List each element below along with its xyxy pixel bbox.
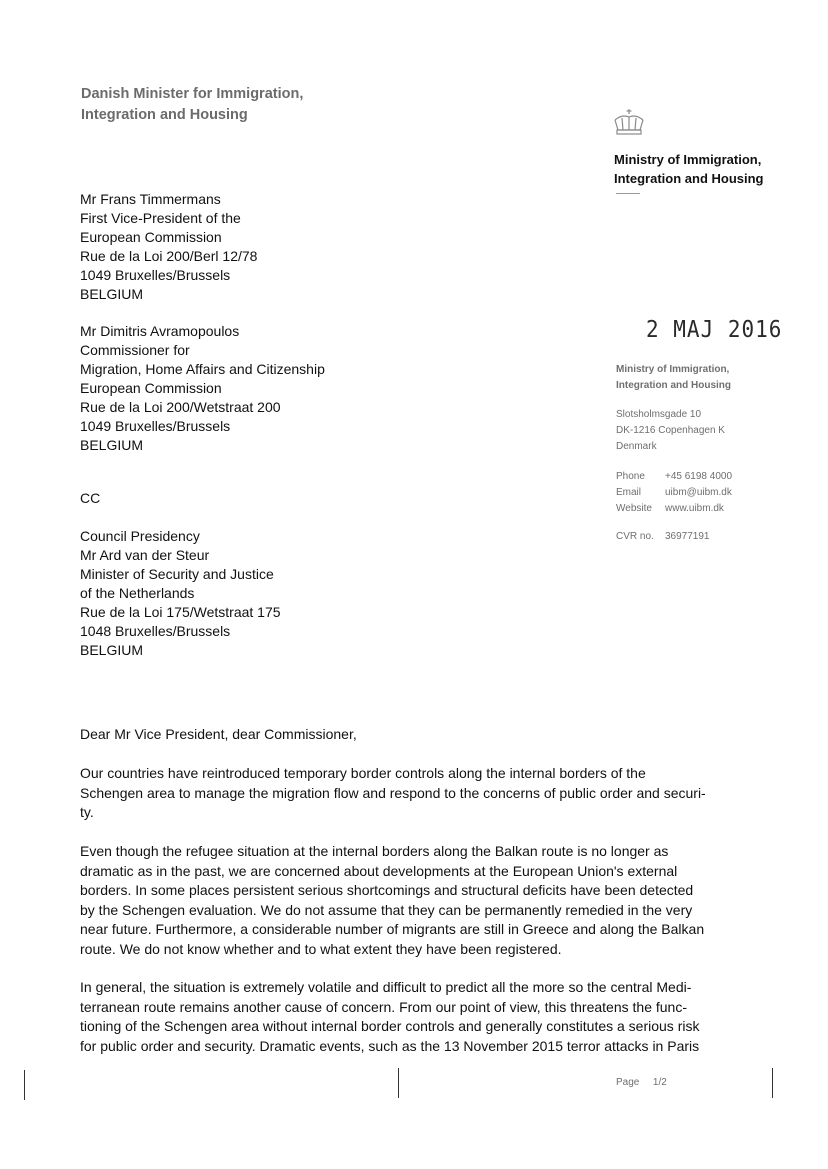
address-line: Rue de la Loi 200/Berl 12/78 [80,248,258,264]
contact-row-website [616,501,732,517]
contact-value: www.uibm.dk [665,503,724,514]
paragraph-line: borders. In some places persistent serious shortcomings and structural deficits have been detected [80,882,694,898]
contact-label: Email [616,487,642,498]
address-line: of the Netherlands [80,585,195,601]
address-line: Mr Dimitris Avramopoulos [80,323,240,339]
sender-line-1: Danish Minister for Immigration, [81,86,304,102]
sidebar-address-line: DK-1216 Copenhagen K [616,425,725,436]
address-line: Rue de la Loi 200/Wetstraat 200 [80,399,281,415]
paragraph-line: by the Schengen evaluation. We do not assume that they can be permanently remedied in the very [80,901,693,918]
address-line: BELGIUM [80,437,144,453]
sender-line-2: Integration and Housing [81,107,248,123]
paragraph-line: Even though the refugee situation at the internal borders along the Balkan route is no longer as [80,843,669,859]
recipient-address-3 [80,527,281,660]
sidebar-address [616,407,725,455]
address-line: Commissioner for [80,342,190,358]
cvr-value: 36977191 [665,531,710,542]
paragraph-line: tioning of the Schengen area without internal border controls and generally constitutes a serious risk [80,1018,700,1034]
cvr-row [616,529,710,545]
scan-edge-mark-left [24,1070,25,1100]
contact-value: uibm@uibm.dk [665,487,732,498]
address-line: BELGIUM [80,286,144,302]
ministry-header-line-2: Integration and Housing [614,171,764,186]
page-value: 1/2 [652,1077,667,1088]
paragraph-line: near future. Furthermore, a considerable number of migrants are still in Greece and along the Balkan [80,921,705,937]
address-line: Mr Ard van der Steur [80,547,210,563]
address-line: Minister of Security and Justice [80,566,274,582]
recipient-address-1 [80,190,257,304]
date-stamp: 2 MAJ 2016 [646,315,783,343]
address-line: 1049 Bruxelles/Brussels [80,267,231,283]
address-line: European Commission [80,380,222,396]
contact-value: +45 6198 4000 [665,471,733,482]
sidebar-contacts [616,469,732,517]
recipient-address-2 [80,322,325,455]
sidebar-cvr [616,529,710,545]
address-line: First Vice-President of the [80,210,241,226]
body-paragraph-2 [80,842,710,959]
body-paragraph-1 [80,764,710,823]
ministry-header-line-1: Ministry of Immigration, [614,152,762,167]
scan-edge-mark-right [772,1068,773,1098]
address-line: Migration, Home Affairs and Citizenship [80,361,325,377]
paragraph-line: Our countries have reintroduced temporary border controls along the internal borders of the [80,765,646,781]
sender-heading [81,84,303,126]
address-line: Council Presidency [80,528,200,544]
paragraph-line: for public order and security. Dramatic events, such as the 13 November 2015 terror attacks in Paris [80,1037,700,1054]
contact-label: Website [616,503,652,514]
paragraph-line: terranean route remains another cause of concern. From our point of view, this threatens the func- [80,998,687,1015]
contact-row-email [616,485,732,501]
salutation: Dear Mr Vice President, dear Commissioner, [80,726,357,742]
ministry-header [614,150,764,188]
page-number [616,1077,667,1088]
body-paragraph-3 [80,978,710,1056]
address-line: 1049 Bruxelles/Brussels [80,418,231,434]
cvr-label: CVR no. [616,531,654,542]
crown-crest-icon [609,108,649,136]
paragraph-line: In general, the situation is extremely volatile and difficult to predict all the more so the central Medi- [80,979,692,995]
address-line: Mr Frans Timmermans [80,191,221,207]
contact-row-phone [616,469,732,485]
sidebar-org-line-1: Ministry of Immigration, [616,364,730,375]
page-label: Page [616,1077,640,1088]
address-line: 1048 Bruxelles/Brussels [80,623,231,639]
address-line: Rue de la Loi 175/Wetstraat 175 [80,604,281,620]
address-line: BELGIUM [80,642,144,658]
address-line: European Commission [80,229,222,245]
scan-edge-mark-center [398,1068,399,1098]
cc-label: CC [80,490,101,506]
paragraph-line: ty. [80,804,94,820]
sidebar-org [616,362,731,394]
sidebar-address-line: Denmark [616,441,657,452]
paragraph-line: Schengen area to manage the migration flow and respond to the concerns of public order and securi- [80,784,706,801]
sidebar-address-line: Slotsholmsgade 10 [616,409,702,420]
header-divider [616,193,640,194]
sidebar-org-line-2: Integration and Housing [616,380,731,391]
contact-label: Phone [616,471,645,482]
paragraph-line: route. We do not know whether and to what extent they have been registered. [80,940,562,957]
paragraph-line: dramatic as in the past, we are concerned about developments at the European Union's external [80,862,678,879]
